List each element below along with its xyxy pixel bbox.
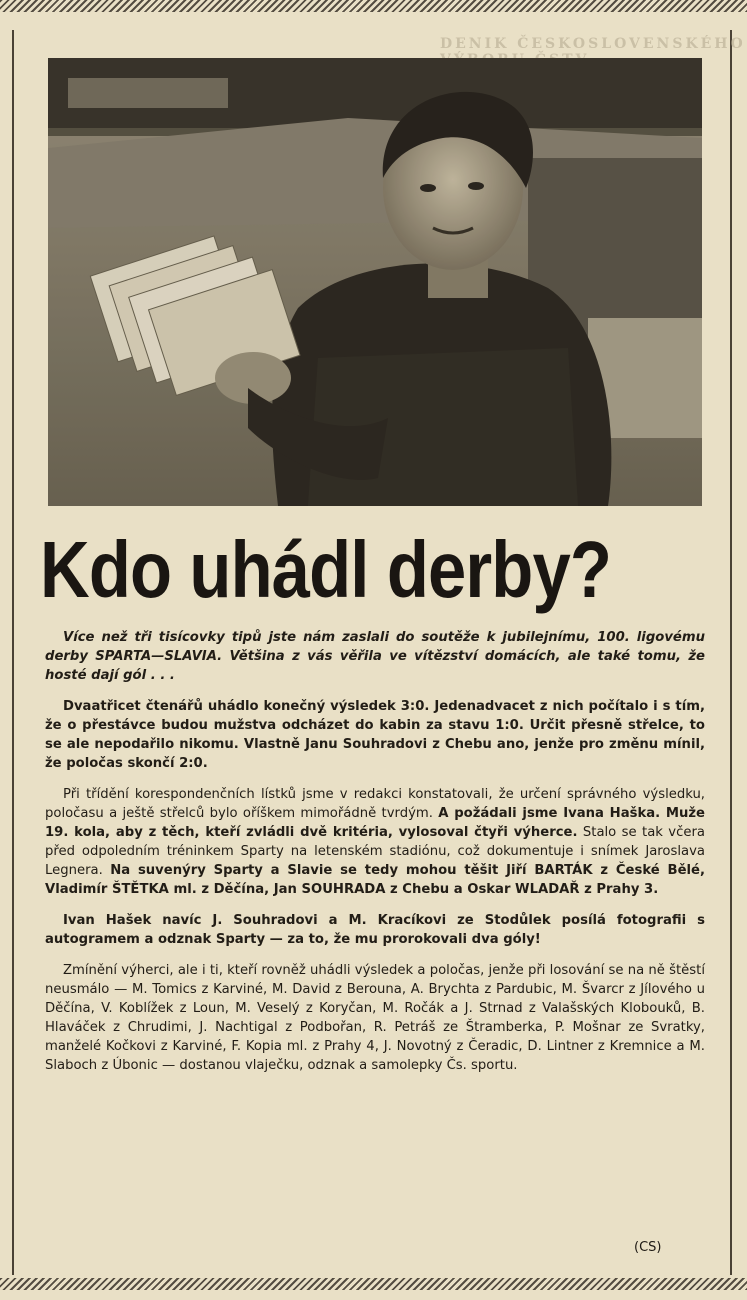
paragraph-draw-part2: A požádali jsme Ivana Haška. Muže 19. kola, aby z těch, kteří zvládli dvě kritéria, vylosoval čtyři výherce. — [45, 806, 705, 840]
paragraph-draw-part3: Stalo se tak včera před odpoledním tréninkem Sparty na letenském stadiónu, což dokumentuje i snímek Jaroslava Legnera. — [45, 825, 705, 878]
paragraph-draw-part1: Při třídění korespondenčních lístků jsme v redakci konstatovali, že určení správného výsledku, poločasu a ještě střelců bylo oříškem mimořádně tvrdým. — [45, 787, 705, 821]
headline: Kdo uhádl derby? — [40, 525, 612, 614]
bottom-border — [0, 1278, 747, 1290]
top-border — [0, 0, 747, 12]
author-signature: (CS) — [634, 1240, 662, 1255]
paragraph-other-winners: Zmínění výherci, ale i ti, kteří rovněž uhádli výsledek a poločas, jenže při losování se na ně štěstí neusmálo — M. Tomics z Karviné, M. David z Berouna, A. Brychta z Pardubic, M. Švarcr z Jílového u Děčína, V. Koblížek z Loun, M. Veselý z Koryčan, M. Ročák a J. Strnad z Valašských Klobouků, B. Hlaváček z Chrudimi, J. Nachtigal z Podbořan, R. Petráš ze Štramberka, P. Mošnar ze Svratky, manželé Kočkovi z Karviné, F. Kopia ml. z Prahy 4, J. Novotný z Čeradic, D. Lintner z Kremnice a M. Slaboch z Úbonic — dostanou vlaječku, odznak a samolepky Čs. sportu. — [45, 963, 705, 1073]
bleed-through-masthead: DENIK ČESKOSLOVENSKÉHO — [440, 36, 746, 52]
paragraph-draw — [45, 785, 705, 899]
paragraph-autograph: Ivan Hašek navíc J. Souhradovi a M. Kracíkovi ze Stodůlek posílá fotografii s autogramem a odznak Sparty — za to, že mu prorokovali dva góly! — [45, 913, 705, 947]
lead-paragraph: Více než tři tisícovky tipů jste nám zaslali do soutěže k jubilejnímu, 100. ligovému derby SPARTA—SLAVIA. Většina z vás věřila ve vítězství domácích, ale také tomu, že hosté dají gól . . . — [45, 630, 705, 683]
paragraph-results: Dvaatřicet čtenářů uhádlo konečný výsledek 3:0. Jedenadvacet z nich počítalo i s tím, že o přestávce budou mužstva odcházet do kabin za stavu 1:0. Určit přesně střelce, to se ale nepodařilo nikomu. Vlastně Janu Souhradovi z Chebu ano, jenže pro změnu mínil, že poločas skončí 2:0. — [45, 699, 705, 771]
paragraph-draw-winners: Na suvenýry Sparty a Slavie se tedy mohou těšit Jiří BARTÁK z České Bělé, Vladimír ŠTĚTKA ml. z Děčína, Jan SOUHRADA z Chebu a Oskar WLADAŘ z Prahy 3. — [45, 863, 705, 897]
article-body — [45, 628, 705, 1087]
right-rule — [730, 30, 732, 1275]
article-photo — [48, 58, 702, 506]
left-rule — [12, 30, 14, 1275]
photo-illustration — [48, 58, 702, 506]
